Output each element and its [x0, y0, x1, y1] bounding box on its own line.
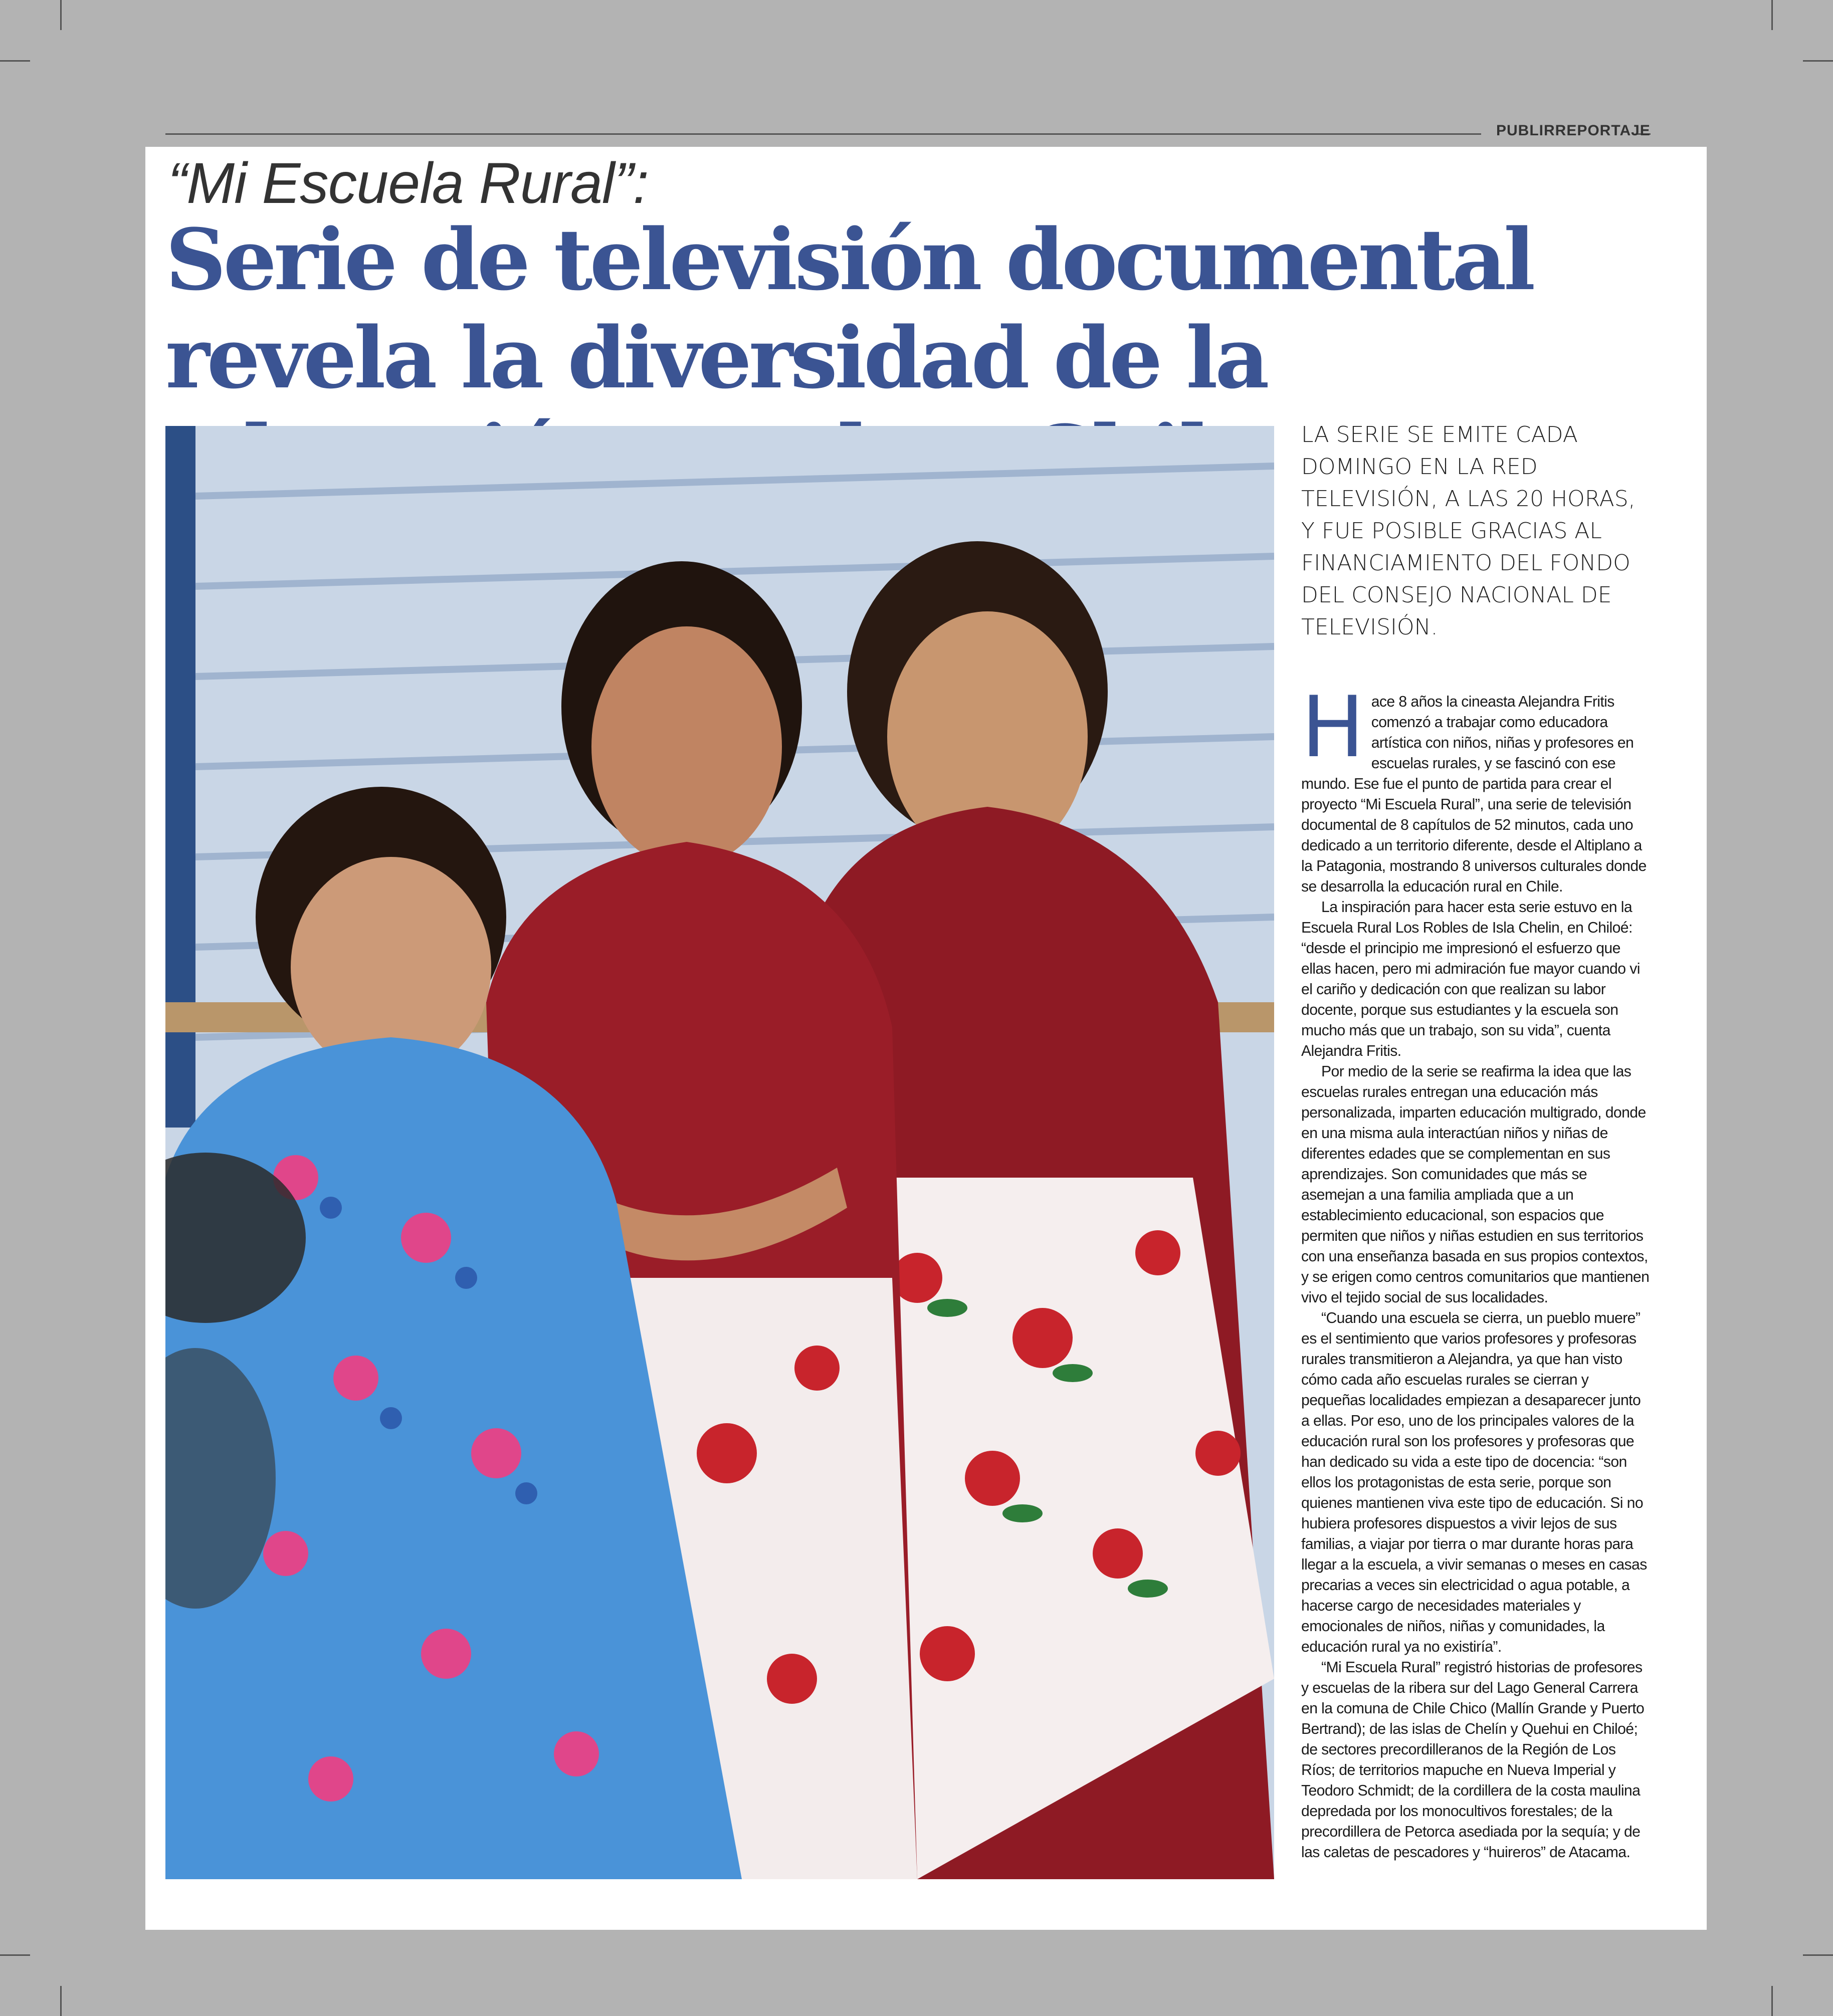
- crop-mark: [1803, 1954, 1833, 1956]
- crop-mark: [60, 1986, 62, 2016]
- crop-mark: [0, 60, 30, 62]
- crop-mark: [60, 0, 62, 30]
- dropcap: H: [1301, 678, 1364, 776]
- article-deck: LA SERIE SE EMITE CADA DOMINGO EN LA RED TELEVISIÓN, A LAS 20 HORAS, Y FUE POSIBLE GRACIAS AL FINANCIAMIENTO DEL FONDO DEL CONSEJO NACIONAL DE TELEVISIÓN.: [1301, 422, 1636, 640]
- article-headline: Serie de televisión documental revela la diversidad de la: [165, 210, 1533, 407]
- body-paragraph: “Cuando una escuela se cierra, un pueblo muere” es el sentimiento que varios profesores y profesoras rurales transmitieron a Alejandra, ya que han visto cómo cada año escuelas rurales se cierran y pequeñas localidades empiezan a desaparecer junto a ellas. Por eso, uno de los principales valores de la educación rural son los profesores y profesoras que han dedicado su vida a este tipo de docencia: “son ellos los protagonistas de esta serie, porque son quienes mantienen viva este tipo de educación. Si no hubiera profesores dispuestos a vivir lejos de sus familias, a viajar por tierra o mar durante horas para llegar a la escuela, a vivir semanas o meses en casas precarias a veces sin electricidad o agua potable, a hacerse cargo de necesidades materiales y emocionales de niños, niñas y comunidades, la educación rural ya no existiría”.: [1301, 1310, 1647, 1655]
- crop-mark: [1803, 60, 1833, 62]
- header-rule: [165, 133, 1481, 135]
- body-paragraph: Hace 8 años la cineasta Alejandra Fritis comenzó a trabajar como educadora artística con niños, niñas y profesores en escuelas rurales, y se fascinó con ese mundo. Ese fue el punto de partida para crear el proyecto “Mi Escuela Rural”, una serie de televisión documental de 8 capítulos de 52 minutos, cada uno dedicado a un territorio diferente, desde el Altiplano a la Patagonia, mostrando 8 universos culturales donde se desarrolla la educación rural en Chile.: [1301, 678, 1647, 895]
- body-paragraph: “Mi Escuela Rural” registró historias de profesores y escuelas de la ribera sur del Lago General Carrera en la comuna de Chile Chico (Mallín Grande y Puerto Bertrand); de las islas de Chelín y Quehui en Chiloé; de sectores precordilleranos de la Región de Los Ríos; de territorios mapuche en Nueva Imperial y Teodoro Schmidt; de la cordillera de la costa maulina depredada por los monocultivos forestales; de la precordillera de Petorca asediada por la sequía; y de las caletas de pescadores y “huireros” de Atacama.: [1301, 1659, 1645, 1861]
- article-kicker: “Mi Escuela Rural”:: [168, 151, 649, 215]
- section-label: PUBLIRREPORTAJE: [1496, 122, 1651, 139]
- article-photo: [165, 426, 1274, 1879]
- crop-mark: [1771, 1986, 1773, 2016]
- crop-mark: [1771, 0, 1773, 30]
- body-paragraph: La inspiración para hacer esta serie estuvo en la Escuela Rural Los Robles de Isla Chelin, en Chiloé: “desde el principio me impresionó el esfuerzo que ellas hacen, pero mi admiración fue mayor cuando vi el cariño y dedicación con que realizan su labor docente, porque sus estudiantes y la escuela son mucho más que un trabajo, son su vida”, cuenta Alejandra Fritis.: [1301, 899, 1640, 1059]
- body-paragraph: Por medio de la serie se reafirma la idea que las escuelas rurales entregan una educación más personalizada, imparten educación multigrado, donde en una misma aula interactúan niños y niñas de diferentes edades que se complementan en sus aprendizajes. Son comunidades que más se asemejan a una familia ampliada que a un establecimiento educacional, son espacios que permiten que niños y niñas estudien en sus territorios con una enseñanza basada en sus propios contextos, y se erigen como centros comunitarios que mantienen vivo el tejido social de sus localidades.: [1301, 1063, 1650, 1306]
- article-body: [1301, 678, 1652, 1863]
- crop-mark: [0, 1954, 30, 1956]
